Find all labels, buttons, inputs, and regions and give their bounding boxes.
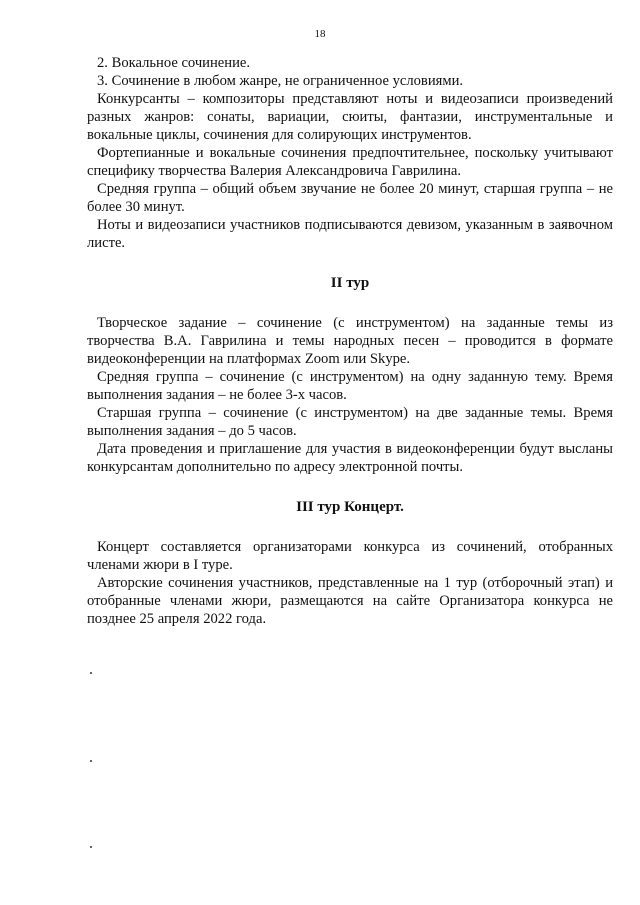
section-heading-tour-2: II тур xyxy=(330,275,370,291)
paragraph: 3. Сочинение в любом жанре, не ограниченное условиями. xyxy=(97,73,464,89)
paragraph: Средняя группа – общий объем звучание не более 20 минут, старшая группа – не более 30 минут. xyxy=(87,181,613,215)
paragraph: Ноты и видеозаписи участников подписываются девизом, указанным в заявочном листе. xyxy=(87,217,613,251)
paragraph: 2. Вокальное сочинение. xyxy=(97,55,251,71)
scan-speck xyxy=(90,846,92,848)
paragraph: Концерт составляется организаторами конкурса из сочинений, отобранных членами жюри в I туре. xyxy=(87,539,613,573)
section-heading-tour-3: III тур Концерт. xyxy=(296,499,404,515)
document-body xyxy=(87,54,613,628)
paragraph: Творческое задание – сочинение (с инструментом) на заданные темы из творчества В.А. Гаврилина и темы народных песен – проводится в формате видеоконференции на платформах Zoom или Skype. xyxy=(87,315,613,367)
scan-speck xyxy=(90,672,92,674)
paragraph: Дата проведения и приглашение для участия в видеоконференции будут высланы конкурсантам дополнительно по адресу электронной почты. xyxy=(87,441,613,475)
paragraph: Средняя группа – сочинение (с инструментом) на одну заданную тему. Время выполнения задания – не более 3-х часов. xyxy=(87,369,613,403)
paragraph: Старшая группа – сочинение (с инструментом) на две заданные темы. Время выполнения задания – до 5 часов. xyxy=(87,405,613,439)
paragraph: Конкурсанты – композиторы представляют ноты и видеозаписи произведений разных жанров: сонаты, вариации, сюиты, фантазии, инструментальные и вокальные циклы, сочинения для солирующих инструментов. xyxy=(87,91,613,143)
paragraph: Авторские сочинения участников, представленные на 1 тур (отборочный этап) и отобранные членами жюри, размещаются на сайте Организатора конкурса не позднее 25 апреля 2022 года. xyxy=(87,575,613,627)
page-number: 18 xyxy=(314,28,326,40)
paragraph: Фортепианные и вокальные сочинения предпочтительнее, поскольку учитывают специфику творчества Валерия Александровича Гаврилина. xyxy=(87,145,613,179)
scan-speck xyxy=(90,760,92,762)
